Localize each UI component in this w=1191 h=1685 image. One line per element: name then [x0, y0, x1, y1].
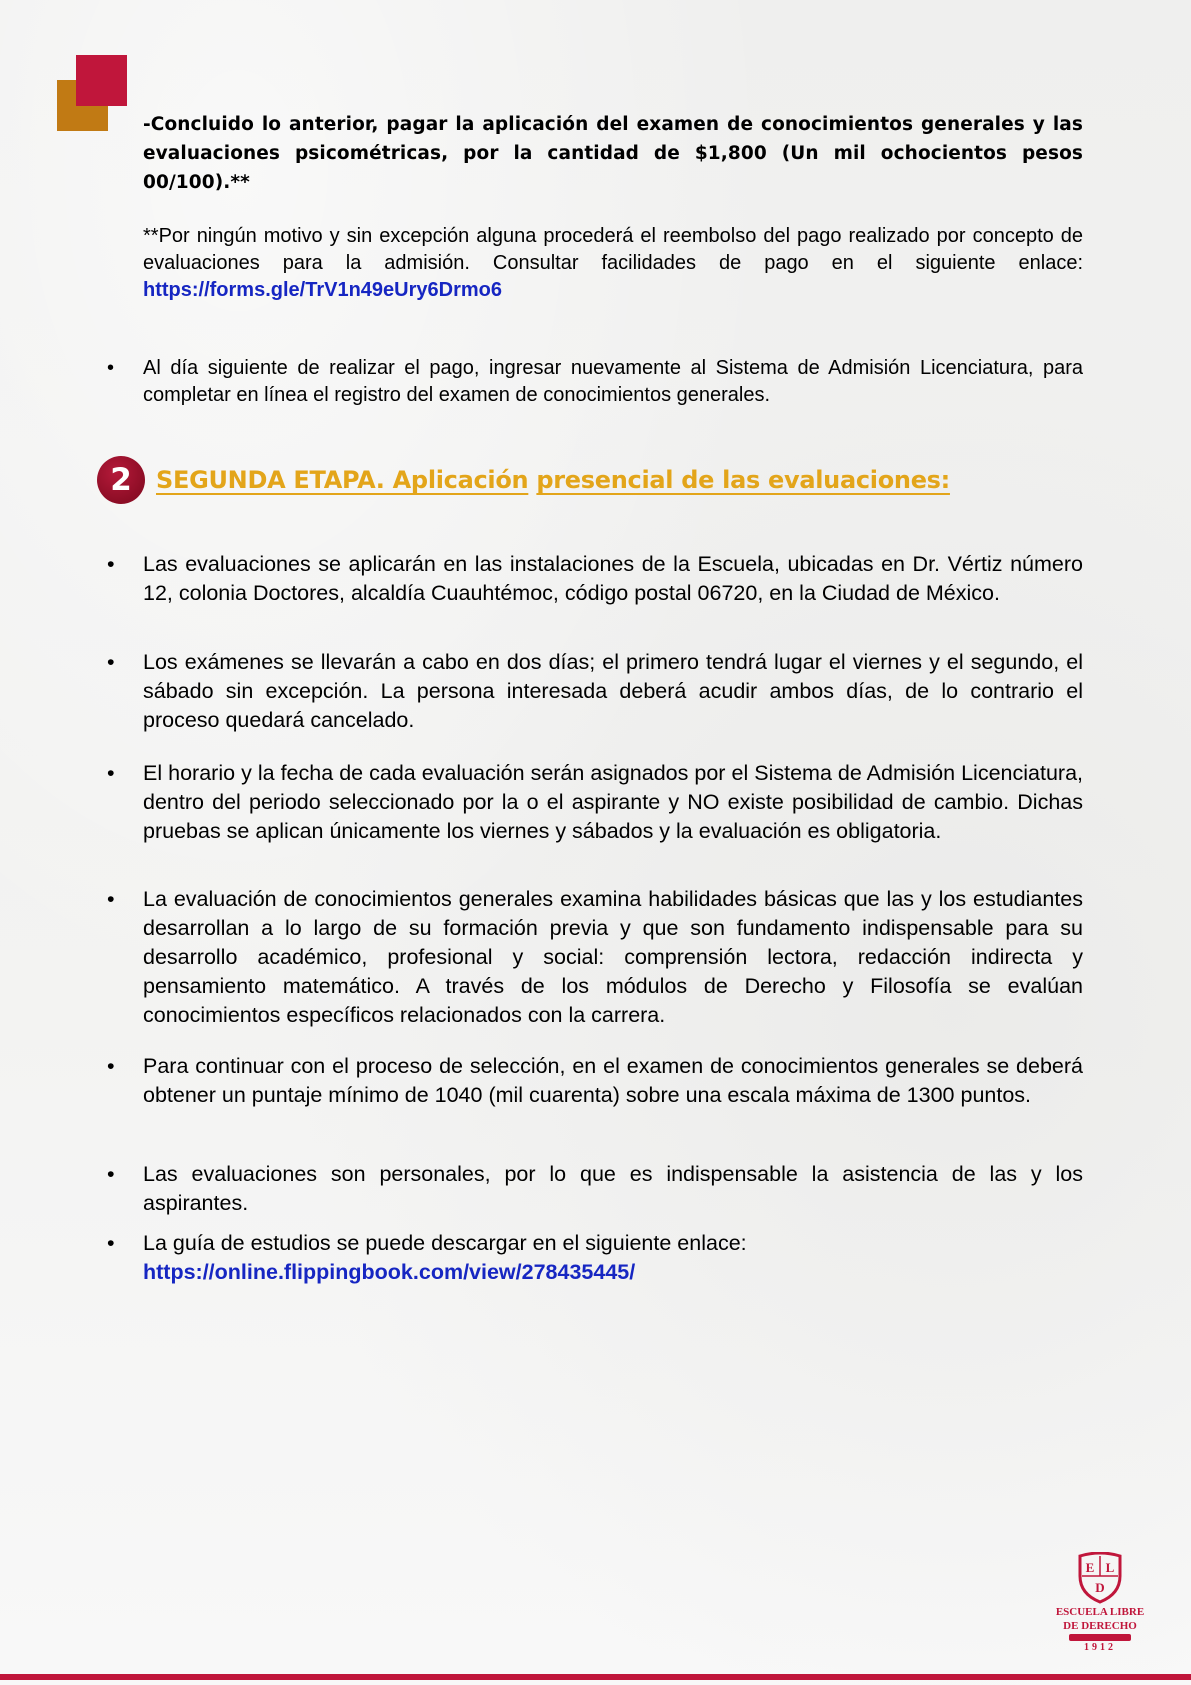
stage-heading	[97, 456, 950, 504]
list-item: • Los exámenes se llevarán a cabo en dos días; el primero tendrá lugar el viernes y el segundo, el sábado sin excepción. La persona interesada deberá acudir ambos días, de lo contrario el proceso quedará cancelado.	[143, 648, 1083, 735]
study-guide-link[interactable]: https://online.flippingbook.com/view/278435445/	[143, 1260, 636, 1284]
logo-ribbon	[1069, 1634, 1131, 1641]
list-item	[143, 1229, 1083, 1287]
shield-letter-e: E	[1085, 1560, 1095, 1575]
stage-title	[156, 466, 950, 494]
list-item: • Al día siguiente de realizar el pago, ingresar nuevamente al Sistema de Admisión Licenciatura, para completar en línea el registro del examen de conocimientos generales.	[143, 355, 1083, 409]
stage-title-part1: SEGUNDA ETAPA. Aplicación	[156, 466, 529, 494]
stage-title-part2: presencial de las evaluaciones:	[536, 466, 950, 494]
stage-number-badge: 2	[97, 456, 145, 504]
shield-icon	[1077, 1552, 1123, 1604]
logo-name-line1: ESCUELA LIBRE	[1055, 1606, 1145, 1618]
footer-bar	[0, 1674, 1191, 1680]
refund-note-text: **Por ningún motivo y sin excepción alguna procederá el reembolso del pago realizado por concepto de evaluaciones para la admisión. Consultar facilidades de pago en el siguiente enlace:	[143, 225, 1083, 274]
payment-facilities-link[interactable]: https://forms.gle/TrV1n49eUry6Drmo6	[143, 279, 502, 301]
logo-year: 1912	[1084, 1642, 1116, 1653]
shield-letter-d: D	[1095, 1580, 1105, 1595]
list-item: • La evaluación de conocimientos generales examina habilidades básicas que las y los estudiantes desarrollan a lo largo de su formación previa y que son fundamento indispensable para su desarrollo académico, profesional y social: comprensión lectora, redacción indirecta y pensamiento matemático. A través de los módulos de Derecho y Filosofía se evalúan conocimientos específicos relacionados con la carrera.	[143, 885, 1083, 1030]
list-item: • Las evaluaciones se aplicarán en las instalaciones de la Escuela, ubicadas en Dr. Vértiz número 12, colonia Doctores, alcaldía Cuauhtémoc, código postal 06720, en la Ciudad de México.	[143, 550, 1083, 608]
list-item: • El horario y la fecha de cada evaluación serán asignados por el Sistema de Admisión Licenciatura, dentro del periodo seleccionado por la o el aspirante y NO existe posibilidad de cambio. Dichas pruebas se aplican únicamente los viernes y sábados y la evaluación es obligatoria.	[143, 759, 1083, 846]
logo-name-line2: DE DERECHO	[1063, 1620, 1137, 1632]
payment-instruction: -Concluido lo anterior, pagar la aplicación del examen de conocimientos generales y las evaluaciones psicométricas, por la cantidad de $1,800 (Un mil ochocientos pesos 00/100).**	[143, 114, 1083, 193]
decorative-red-square	[76, 55, 127, 106]
school-logo	[1050, 1552, 1150, 1653]
list-item: • Para continuar con el proceso de selección, en el examen de conocimientos generales se deberá obtener un puntaje mínimo de 1040 (mil cuarenta) sobre una escala máxima de 1300 puntos.	[143, 1052, 1083, 1110]
refund-note	[143, 223, 1083, 304]
study-guide-text: La guía de estudios se puede descargar en el siguiente enlace:	[143, 1231, 747, 1255]
list-item: • Las evaluaciones son personales, por lo que es indispensable la asistencia de las y los aspirantes.	[143, 1160, 1083, 1218]
shield-letter-l: L	[1105, 1560, 1115, 1575]
